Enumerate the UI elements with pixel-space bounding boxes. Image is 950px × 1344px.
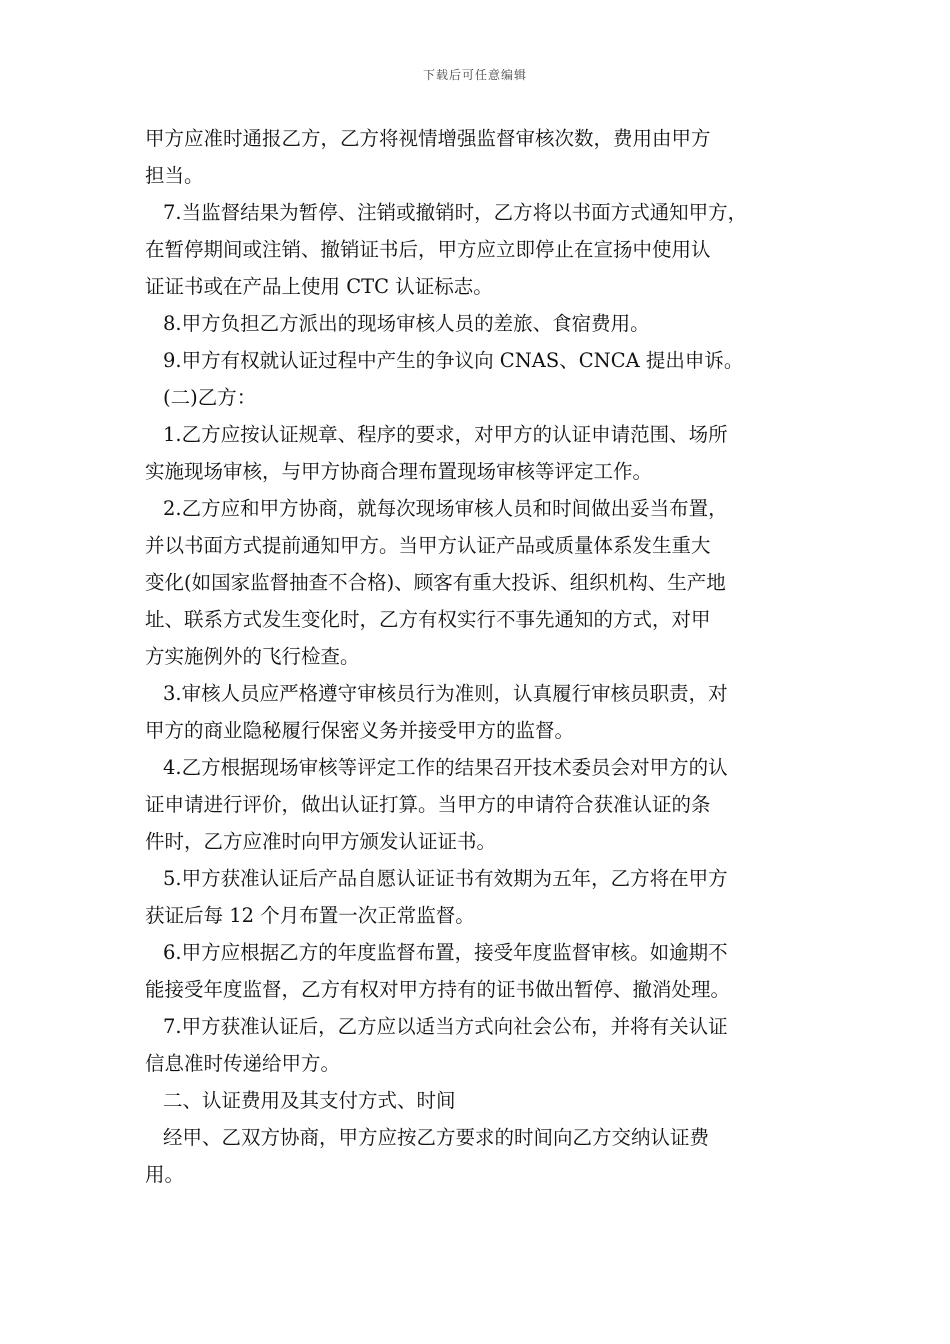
paragraph <box>145 1008 813 1082</box>
paragraph <box>145 194 813 305</box>
page-header: 下载后可任意编辑 <box>422 68 527 82</box>
text-line: 担当。 <box>145 164 204 187</box>
text-line: 4.乙方根据现场审核等评定工作的结果召开技术委员会对甲方的认 <box>163 756 728 779</box>
paragraph <box>145 1119 813 1193</box>
text-line: 用。 <box>145 1163 185 1186</box>
document-body <box>145 120 813 1193</box>
paragraph <box>145 305 813 342</box>
text-line: 在暂停期间或注销、撤销证书后，甲方应立即停止在宣扬中使用认 <box>145 238 711 261</box>
text-line: 7.当监督结果为暂停、注销或撤销时，乙方将以书面方式通知甲方， <box>163 201 748 224</box>
text-line: (二)乙方： <box>163 386 257 409</box>
text-line: 3.审核人员应严格遵守审核员行为准则，认真履行审核员职责，对 <box>163 682 728 705</box>
text-line: 变化(如国家监督抽查不合格)、顾客有重大投诉、组织机构、生产地 <box>145 571 726 594</box>
paragraph <box>145 934 813 1008</box>
text-line: 6.甲方应根据乙方的年度监督布置，接受年度监督审核。如逾期不 <box>163 941 728 964</box>
text-line: 证证书或在产品上使用 CTC 认证标志。 <box>145 275 493 298</box>
text-line: 甲方的商业隐秘履行保密义务并接受甲方的监督。 <box>145 719 575 742</box>
text-line: 2.乙方应和甲方协商，就每次现场审核人员和时间做出妥当布置， <box>163 497 728 520</box>
text-line: 证申请进行评价，做出认证打算。当甲方的申请符合获准认证的条 <box>145 793 711 816</box>
text-line: 方实施例外的飞行检查。 <box>145 645 360 668</box>
text-line: 信息准时传递给甲方。 <box>145 1052 341 1075</box>
text-line: 7.甲方获准认证后，乙方应以适当方式向社会公布，并将有关认证 <box>163 1015 728 1038</box>
text-line: 经甲、乙双方协商，甲方应按乙方要求的时间向乙方交纳认证费 <box>163 1126 710 1149</box>
text-line: 能接受年度监督，乙方有权对甲方持有的证书做出暂停、撤消处理。 <box>145 978 731 1001</box>
text-line: 二、认证费用及其支付方式、时间 <box>163 1089 456 1112</box>
text-line: 并以书面方式提前通知甲方。当甲方认证产品或质量体系发生重大 <box>145 534 711 557</box>
paragraph <box>145 490 813 675</box>
text-line: 件时，乙方应准时向甲方颁发认证证书。 <box>145 830 497 853</box>
paragraph <box>145 860 813 934</box>
text-line: 获证后每 12 个月布置一次正常监督。 <box>145 904 475 927</box>
text-line: 址、联系方式发生变化时，乙方有权实行不事先通知的方式，对甲 <box>145 608 711 631</box>
text-line: 甲方应准时通报乙方，乙方将视情增强监督审核次数，费用由甲方 <box>145 127 711 150</box>
paragraph <box>145 379 813 416</box>
text-line: 9.甲方有权就认证过程中产生的争议向 CNAS、CNCA 提出申诉。 <box>163 349 744 372</box>
paragraph <box>145 342 813 379</box>
paragraph <box>145 416 813 490</box>
text-line: 8.甲方负担乙方派出的现场审核人员的差旅、食宿费用。 <box>163 312 650 335</box>
paragraph <box>145 120 813 194</box>
text-line: 5.甲方获准认证后产品自愿认证证书有效期为五年，乙方将在甲方 <box>163 867 728 890</box>
text-line: 1.乙方应按认证规章、程序的要求，对甲方的认证申请范围、场所 <box>163 423 728 446</box>
paragraph <box>145 1082 813 1119</box>
text-line: 实施现场审核，与甲方协商合理布置现场审核等评定工作。 <box>145 460 653 483</box>
paragraph <box>145 749 813 860</box>
paragraph <box>145 675 813 749</box>
